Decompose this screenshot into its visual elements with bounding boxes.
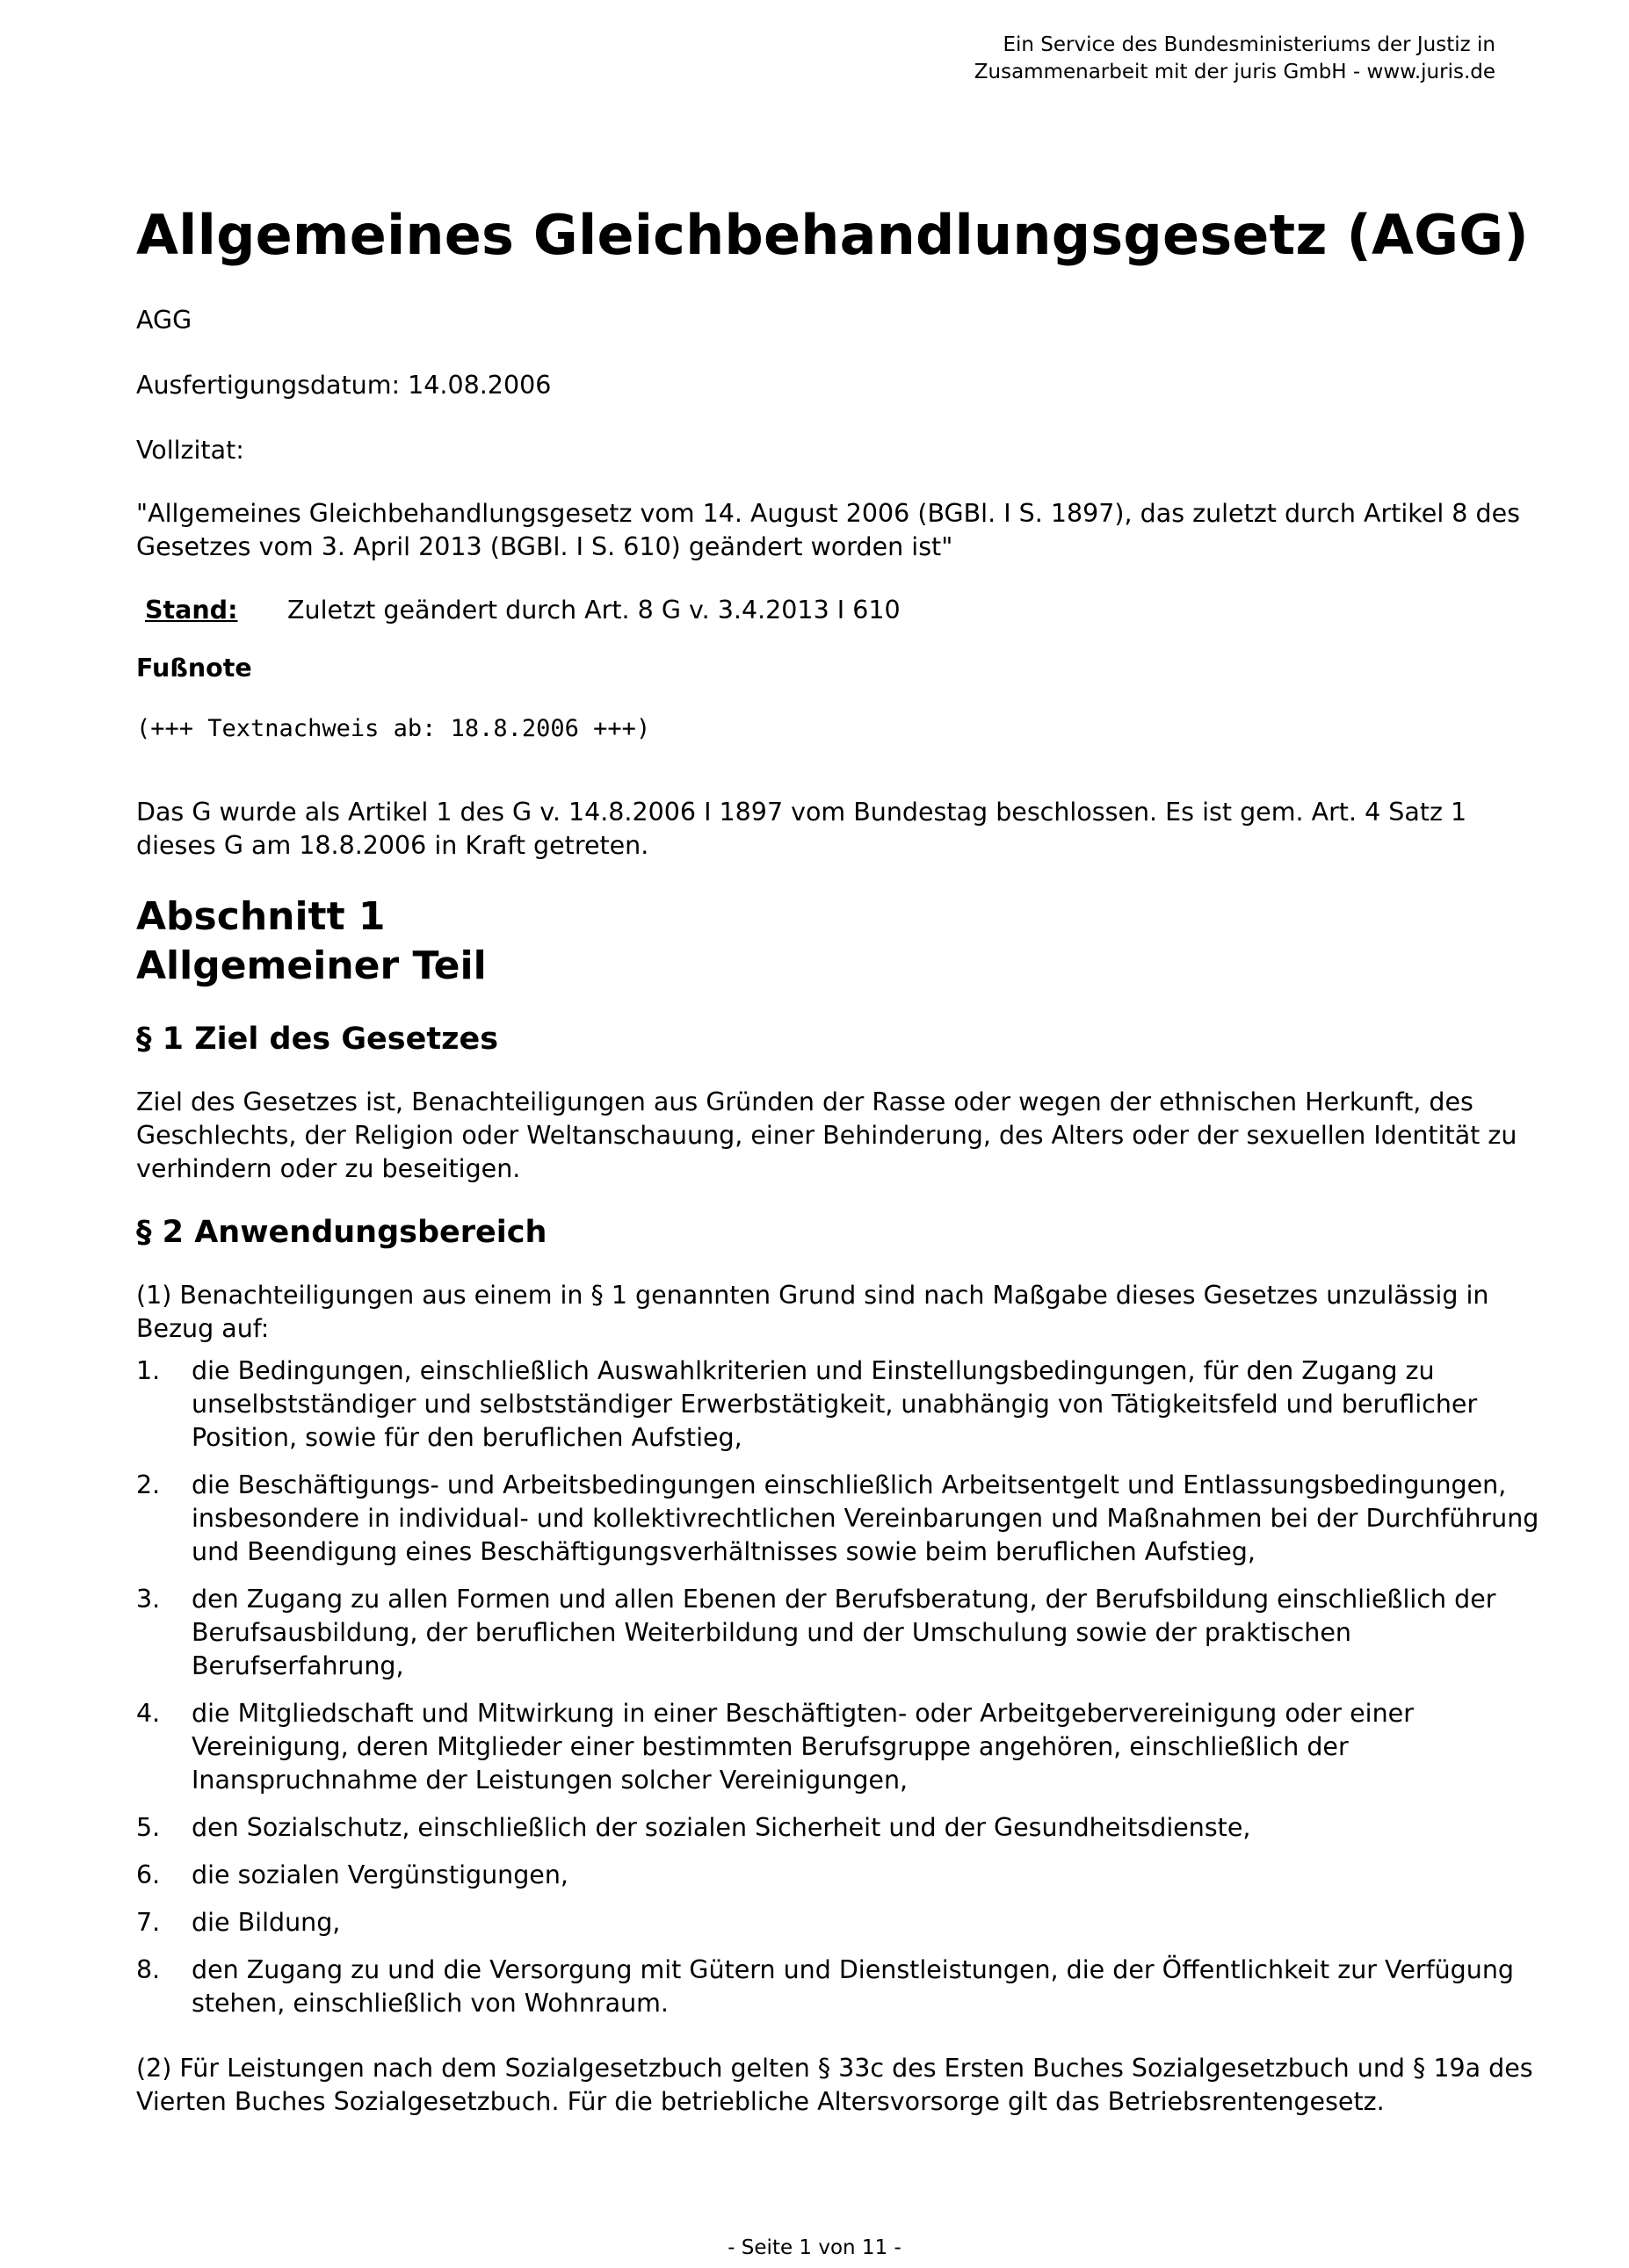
list-item-text: den Zugang zu und die Versorgung mit Gütern und Dienstleistungen, die der Öffentlichkeit zur Verfügung stehen, einschließlich von Wohnraum.	[192, 1955, 1514, 2018]
list-item-number: 3.	[136, 1585, 161, 1614]
service-header-line-2: Zusammenarbeit mit der juris GmbH - www.juris.de	[974, 61, 1495, 83]
list-item	[136, 1354, 1542, 1455]
paragraph-2-absatz-1: (1) Benachteiligungen aus einem in § 1 genannten Grund sind nach Maßgabe dieses Gesetzes unzulässig in Bezug auf:	[136, 1281, 1489, 1343]
list-item	[136, 1697, 1542, 1797]
abschnitt-heading	[136, 892, 1542, 991]
list-item-text: den Zugang zu allen Formen und allen Ebenen der Berufsberatung, der Berufsbildung einschließlich der Berufsausbildung, der beruflichen Weiterbildung und der Umschulung sowie der praktischen Berufserfahrung,	[192, 1585, 1496, 1680]
list-item-number: 1.	[136, 1356, 161, 1385]
list-item	[136, 1906, 1542, 1939]
list-item-text: die Bedingungen, einschließlich Auswahlkriterien und Einstellungsbedingungen, für den Zugang zu unselbstständiger und selbstständiger Erwerbstätigkeit, unabhängig von Tätigkeitsfeld und beruflicher Position, sowie für den beruflichen Aufstieg,	[192, 1356, 1478, 1452]
fussnote-label: Fußnote	[136, 654, 252, 683]
paragraph-2-absatz-2: (2) Für Leistungen nach dem Sozialgesetzbuch gelten § 33c des Ersten Buches Sozialgesetzbuch und § 19a des Vierten Buches Sozialgesetzbuch. Für die betriebliche Altersvorsorge gilt das Betriebsrentengesetz.	[136, 2054, 1533, 2116]
paragraph-1-text: Ziel des Gesetzes ist, Benachteiligungen aus Gründen der Rasse oder wegen der ethnischen Herkunft, des Geschlechts, der Religion oder Weltanschauung, einer Behinderung, des Alters oder der sexuellen Identität zu verhindern oder zu beseitigen.	[136, 1087, 1517, 1183]
list-item-number: 2.	[136, 1470, 161, 1499]
vollzitat-text: "Allgemeines Gleichbehandlungsgesetz vom 14. August 2006 (BGBl. I S. 1897), das zuletzt durch Artikel 8 des Gesetzes vom 3. April 2013 (BGBl. I S. 610) geändert worden ist"	[136, 499, 1520, 561]
list-item	[136, 1469, 1542, 1569]
list-item-number: 5.	[136, 1813, 161, 1842]
list-item-number: 4.	[136, 1699, 161, 1728]
paragraph-2-list	[136, 1354, 1542, 2020]
stand-row	[136, 594, 1542, 627]
document-title: Allgemeines Gleichbehandlungsgesetz (AGG)	[136, 203, 1529, 267]
list-item-number: 6.	[136, 1860, 161, 1889]
document-content	[136, 200, 1542, 2119]
paragraph-2-heading: § 2 Anwendungsbereich	[136, 1215, 547, 1250]
list-item	[136, 1859, 1542, 1892]
list-item-number: 7.	[136, 1908, 161, 1937]
list-item-text: den Sozialschutz, einschließlich der sozialen Sicherheit und der Gesundheitsdienste,	[192, 1813, 1251, 1842]
abschnitt-number: Abschnitt 1	[136, 894, 386, 939]
abschnitt-title: Allgemeiner Teil	[136, 943, 487, 988]
stand-text: Zuletzt geändert durch Art. 8 G v. 3.4.2013 I 610	[287, 596, 901, 625]
list-item	[136, 1811, 1542, 1845]
paragraph-1-heading: § 1 Ziel des Gesetzes	[136, 1022, 499, 1057]
stand-label: Stand:	[145, 596, 238, 625]
list-item	[136, 1583, 1542, 1683]
list-item	[136, 1954, 1542, 2020]
ausfertigungsdatum: Ausfertigungsdatum: 14.08.2006	[136, 371, 552, 400]
fussnote-text: Das G wurde als Artikel 1 des G v. 14.8.2006 I 1897 vom Bundestag beschlossen. Es ist gem. Art. 4 Satz 1 dieses G am 18.8.2006 in Kraft getreten.	[136, 798, 1467, 860]
vollzitat-label: Vollzitat:	[136, 436, 244, 465]
list-item-number: 8.	[136, 1955, 161, 1984]
list-item-text: die Beschäftigungs- und Arbeitsbedingungen einschließlich Arbeitsentgelt und Entlassungsbedingungen, insbesondere in individual- und kollektivrechtlichen Vereinbarungen und Maßnahmen bei der Durchführung und Beendigung eines Beschäftigungsverhältnisses sowie beim beruflichen Aufstieg,	[192, 1470, 1539, 1566]
page-indicator: - Seite 1 von 11 -	[728, 2236, 901, 2259]
list-item-text: die Bildung,	[192, 1908, 341, 1937]
law-abbreviation: AGG	[136, 306, 192, 335]
list-item-text: die Mitgliedschaft und Mitwirkung in einer Beschäftigten- oder Arbeitgebervereinigung oder einer Vereinigung, deren Mitglieder einer bestimmten Berufsgruppe angehören, einschließlich der Inanspruchnahme der Leistungen solcher Vereinigungen,	[192, 1699, 1414, 1795]
textnachweis: (+++ Textnachweis ab: 18.8.2006 +++)	[136, 715, 651, 742]
service-header-line-1: Ein Service des Bundesministeriums der Justiz in	[1003, 33, 1495, 56]
list-item-text: die sozialen Vergünstigungen,	[192, 1860, 568, 1889]
service-header	[880, 32, 1495, 86]
